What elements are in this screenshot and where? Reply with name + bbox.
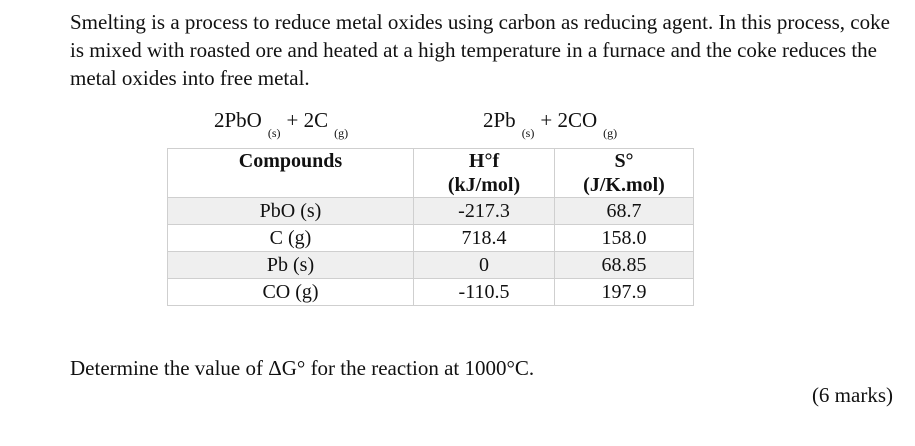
thermo-data-table xyxy=(167,148,694,306)
header-enthalpy xyxy=(414,149,555,198)
entropy-cell: 68.85 xyxy=(555,252,694,279)
reactant-pbo-state: (s) xyxy=(267,126,281,140)
table-row xyxy=(168,252,694,279)
compound-cell: Pb (s) xyxy=(168,252,414,279)
product-pb: 2Pb xyxy=(483,108,516,132)
equation-reactants xyxy=(214,108,354,140)
table-row xyxy=(168,225,694,252)
compound-cell: CO (g) xyxy=(168,279,414,306)
intro-paragraph: Smelting is a process to reduce metal oxides using carbon as reducing agent. In this process, coke is mixed with roasted ore and heated at a high temperature in a furnace and the coke reduces the metal oxides into free metal. xyxy=(70,10,890,90)
question-text: Determine the value of ΔG° for the reaction at 1000°C. xyxy=(70,356,535,380)
enthalpy-cell: -110.5 xyxy=(414,279,555,306)
compound-cell: PbO (s) xyxy=(168,198,414,225)
reactant-carbon: + 2C xyxy=(286,108,329,132)
header-entropy xyxy=(555,149,694,198)
table-row xyxy=(168,198,694,225)
equation-products xyxy=(483,108,623,140)
table-row xyxy=(168,279,694,306)
entropy-cell: 68.7 xyxy=(555,198,694,225)
entropy-cell: 197.9 xyxy=(555,279,694,306)
header-enthalpy-symbol: H°f xyxy=(468,150,500,172)
reactant-pbo: 2PbO xyxy=(214,108,262,132)
product-co: + 2CO xyxy=(540,108,598,132)
enthalpy-cell: -217.3 xyxy=(414,198,555,225)
product-pb-state: (s) xyxy=(521,126,535,140)
enthalpy-cell: 0 xyxy=(414,252,555,279)
header-entropy-symbol: S° xyxy=(614,150,634,172)
reactant-carbon-state: (g) xyxy=(334,126,349,140)
header-compounds: Compounds xyxy=(168,149,414,198)
header-enthalpy-unit: (kJ/mol) xyxy=(447,174,521,196)
marks-label: (6 marks) xyxy=(811,383,893,407)
table-header-row xyxy=(168,149,694,198)
enthalpy-cell: 718.4 xyxy=(414,225,555,252)
header-entropy-unit: (J/K.mol) xyxy=(583,174,665,196)
product-co-state: (g) xyxy=(603,126,618,140)
entropy-cell: 158.0 xyxy=(555,225,694,252)
compound-cell: C (g) xyxy=(168,225,414,252)
